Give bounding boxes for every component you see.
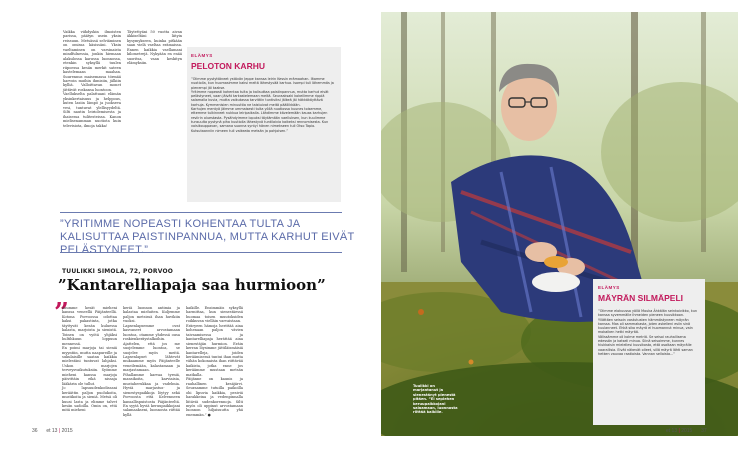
pull-quote-rule-top — [60, 212, 342, 213]
drop-cap: ” — [54, 298, 69, 328]
photo-caption: Tuulikki on marjantanut ja sienestänyt pienestä pitäen. ”Ei sepiehen keruupaikkojani salaamaan, luonnosta riittää kaikille. — [413, 384, 458, 415]
sidebar-box-mayran-silmapeli — [593, 279, 705, 425]
sidebar-box-peloton-karhu — [187, 47, 341, 202]
year-label-right: 2015 — [681, 428, 693, 434]
box-text: ”Olimme pystyttäneet ystävän Jeppe kanssa leirin Kessin erämaahan. Iltamme nuotiolla, kun huomasimme kaksi meitä lähestyvää karhua. Isompi tuli lähemmäs ja pienempi jäi taakse. Yritimme nopeasti kohentaa tulta ja kalisuttaa paistinpannua, mutta karhut eivät pelästyneet, vaan jäivät tarkastelemaan meitä. Seuraaksaki kokeilimme rippiä salamalla kuvia, mutta vaikutassa tarvittiin tuntisiksi jälkeä jäi häkkäkäyttävä karhuja. Kymmenisien minuuttia ne taistuivat meitä päällikkään. Karhujen mentyä jäimme ummaisesti tulta yöllä nuotiossa kuunes toisemme, ettemme tulkinneet nukkua leiripaikalla. Lähdimme kävelemään kauas karhujen reviirin oluestasta. Pysähdyimme lopuksi täytämään vaelluksen, kun kuulimme tunsuulta pystynä piha kuutiolla lähestyvä tuntilaivia kaikeksi rennomisesta. Kun voisikouppavan, samana suonna syntyi hänen nimekseen tuli Otso Tapio. Kutsutaanniin nimeen tuli vaikeata metsän ja pohjoisen.” — [191, 77, 334, 133]
pull-quote-rule-bottom — [60, 252, 342, 253]
right-footer: et 13 | 2015 37 — [666, 428, 707, 434]
box2-title: MÄYRÄN SILMÄPELI — [598, 293, 683, 303]
box-title: PELOTON KARHU — [191, 61, 265, 71]
page-number-left: 36 — [32, 428, 38, 434]
body-column-3: kaikille. Ensimmäis syksyllä harmittaa, kun sienestäessä huomaa toisen muutoksiden roikkuvan vielläin varvaistaan. Eräryeen hämoja herittää aina kohenaan paljon vävien taivaamisessa ja kantarelliapaja herättää aina sienestäjän hurmion. Eräin kerran löysimme jättiläismäisiä kantarelleja, joiden keräämisessä tuntui ihan mutta vähän kokonaista ihan riittävää kaikista, jotka enne jos keräämme mustaan metsän matkalla. Päijänne on kaunis ja rauhallinen kesäjärvi. Seuraamme tutuilla paikoilla ohi lipuvia kaikkia, pesiviä harakkeina ja vedenpinnalla liitäviä sudenkorennoja. Silti myös oli uppinut arvostamaan luonnon hiljaisuutta yhä enemmän.” ● — [186, 306, 243, 417]
byline: TUULIKKI SIMOLA, 72, PORVOO — [62, 268, 174, 275]
box2-section-label: ELÄMYS — [598, 285, 620, 290]
issue-label-right: et 13 — [666, 428, 678, 434]
intro-column-1: Vaikka viihdyskin ilmoisten parissa, päätyn usein yksin reissuun. Metsässä selviäminen on omissa käsissäni. Yksin vaeltaminen on varsinaista mindfulnessia, jonkin hiemaan alakulossa karussa luonnossa, etenkin syksyllä tuulen riipoessa kesän merkit sateen kastelemaan maahan. Suurennus maisemassa törmää harvoin muihin ihmisiin, jälkiin kylliä. Valloittavan monet jättävät roskansa luontoon. Vaellukselta palattuani elämän yksinkertaisuus ja helppous, kuten lasiin lämpö ja juokseva vesi, tuntuvat ylellisyydeltä. Silti nautin leiriolemisesta ja ihaisessa tulitesteissa. Kanon mielisenamman nuotiota kuin televisiota, ilmoja takka! — [63, 30, 121, 128]
year-label: 2015 — [61, 428, 73, 434]
box-section-label: ELÄMYS — [191, 53, 213, 58]
box2-text: ”Olimme elokuussa yöllä Mouka Ähkälän seinkoivikko, kun kanssa syvemmälle ihmeiden pieneen kuusikkoon. Yllättäen seisoin vastutusten hämmästyneen mäyrän kanssa. Mas oli sammakasta, joten askelieni esiin sinä kuulanneet. Ehkä siko mäyrä ei huomannut minua, vain mokaiken hetki mäyrää. Välissämme oli kolme metriä. Se seisoi rauhallisena edessän ja katseli minua. Siinä seisoimme, kunnes hiukkaisin mielellesi kuusikosta, että osaltaan mäyrälle vaarallisia. Eivät näkevät olleet, sillä mäyrä lähti saman hetken vauvaa raatioista. Vannan sellaista...” — [598, 309, 697, 356]
body-column-2: keriä luonnon antimia ja kalastaa mieluiten. Kuljemme paljon metsissä ihan huvikiin vuoksi. Lapsenlapsemme ovat kasvaneet arvostamaan luontoa, otamme yhdessä ousa roskienkeräystalkoihin. Ajattelen, että jos me suojelemme luontoa, se suojelee myös meitä. Lapsenlapset lähtevät mukaamme myös Päijänteelle veneilemään, kalastamaan ja marjastamaan. Pihallamme karvaa tyrniä, mansikoita, karviaisia, mustaherukkaa ja vadelmia. Hyviä marjastus- ja sienestyspaikkoja löytyy sekä Porvoosta että Kelvenneen kansallispuistosta Päijänteeltä. En syytä hyviä keruupaikkojani salamaakseni, luonnosta riittää kyllä — [123, 306, 180, 417]
issue-label: et 13 — [46, 428, 58, 434]
body-column-1: Asumme kesät mieheni kanssa veneellä Päijänteellä. Kotona Porvoossa odottaa kaksi pakastinta, jotka täyttyvät kesän kuluessa kalasta, marjoista ja sienistä. Toinen on vyötä yhjäksi hultihkuun loppuun mennessä. En poimi marjoja tai sieniä myyntiin, mutta naapureille ja sukulaisille saatan kaikkia mielestäni tuntuvat lahjaksi. Uskon marjojen terveysvaikutuksiin. Syömme mieheni kanssa marjoja päivittäin eikä nissaja lääkärin ole tullut. Jo lapsuudenkodissani keräättin paljon puolukoita, mustikoita ja sieniä. Metsä oli kuusi lasta ja elimme talvet kesän sadoilla. Omin on, että mitä mieheni — [62, 306, 117, 413]
intro-column-2: Täytettyäni 50 vuotta aivan äkkiseltäni liityin kysymykseen, kuinka pitkään saan vielä vaeltaa erämaissa. Ennen kaikkia vaellamani kilometrejä. Nykyään en enää suoritsa, vaan keskityn elämyksiin. — [127, 30, 182, 66]
headline: ”Kantarelliapaja saa hurmioon” — [58, 276, 326, 294]
left-footer: 36 et 13 | 2015 — [32, 428, 73, 434]
page-number-right: 37 — [701, 428, 707, 434]
pull-quote: ”YRITIMME NOPEASTI KOHENTAA TULTA JA KALISUTTAA PAISTINPANNUA, MUTTA KARHUT EIVÄT PELÄSTYNEET.” — [60, 218, 355, 256]
